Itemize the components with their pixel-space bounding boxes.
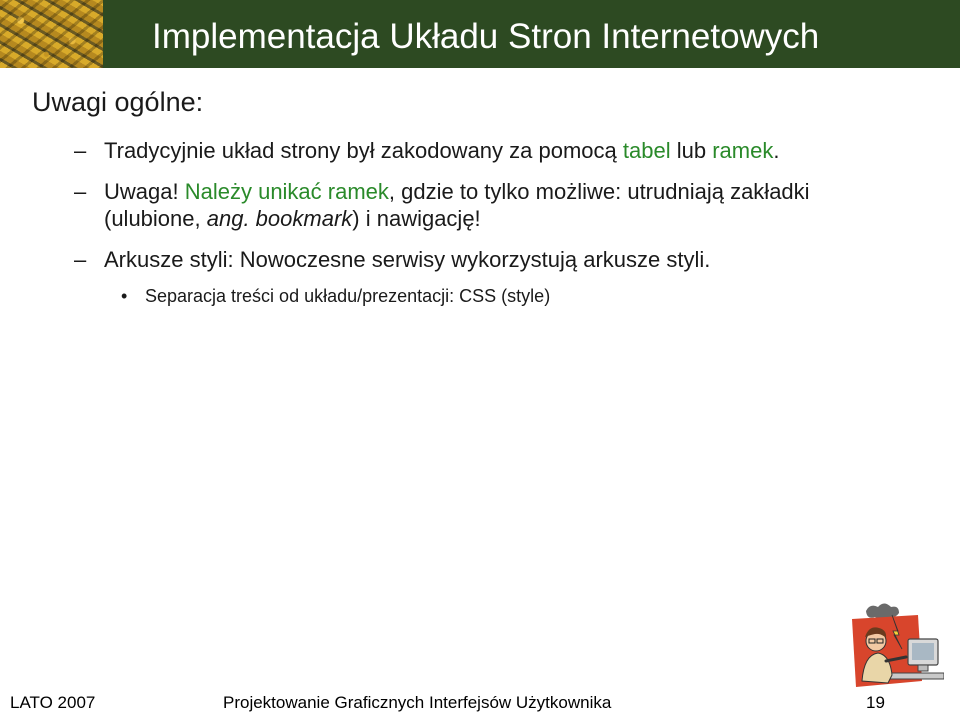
list-item-1 [74,137,904,164]
text-segment: , gdzie to tylko możliwe: utrudniają zakładki (ulubione, [104,179,810,231]
sub-list-item [121,285,551,307]
section-heading: Uwagi ogólne: [32,87,204,117]
text-segment: ) i nawigację! [352,206,481,231]
italic-term: ang. bookmark [206,206,353,231]
list-item-3 [74,246,904,273]
keyword-frames: ramek [712,138,774,163]
text-segment: Tradycyjnie układ strony był zakodowany za pomocą [104,138,623,163]
frustrated-user-clipart-icon [848,601,944,693]
slide-title: Implementacja Układu Stron Internetowych [152,17,820,56]
dash-marker: – [74,138,87,163]
text-segment: . [773,138,780,163]
sub-item-text: Separacja treści od układu/prezentacji: CSS (style) [145,286,551,306]
footer-semester: LATO 2007 [10,693,96,712]
page-number: 19 [866,693,885,712]
slide-header [0,0,960,68]
text-segment: lub [670,138,713,163]
bullet-marker: • [121,286,128,306]
monitor-stand-shape [918,665,928,671]
screen-shape [912,643,934,660]
text-segment: Uwaga! [104,179,185,204]
desk-shape [888,673,944,679]
slide-footer [0,692,960,713]
list-item-2 [74,178,904,232]
text-segment: Arkusze styli: Nowoczesne serwisy wykorzystują arkusze styli. [104,247,711,272]
keyword-tables: tabel [622,138,671,163]
footer-course-title: Projektowanie Graficznych Interfejsów Użytkownika [223,693,612,712]
keyword-avoid-frames: Należy unikać ramek [184,179,389,204]
dash-marker: – [74,179,87,204]
dash-marker: – [74,247,87,272]
header-texture-image [0,0,103,68]
